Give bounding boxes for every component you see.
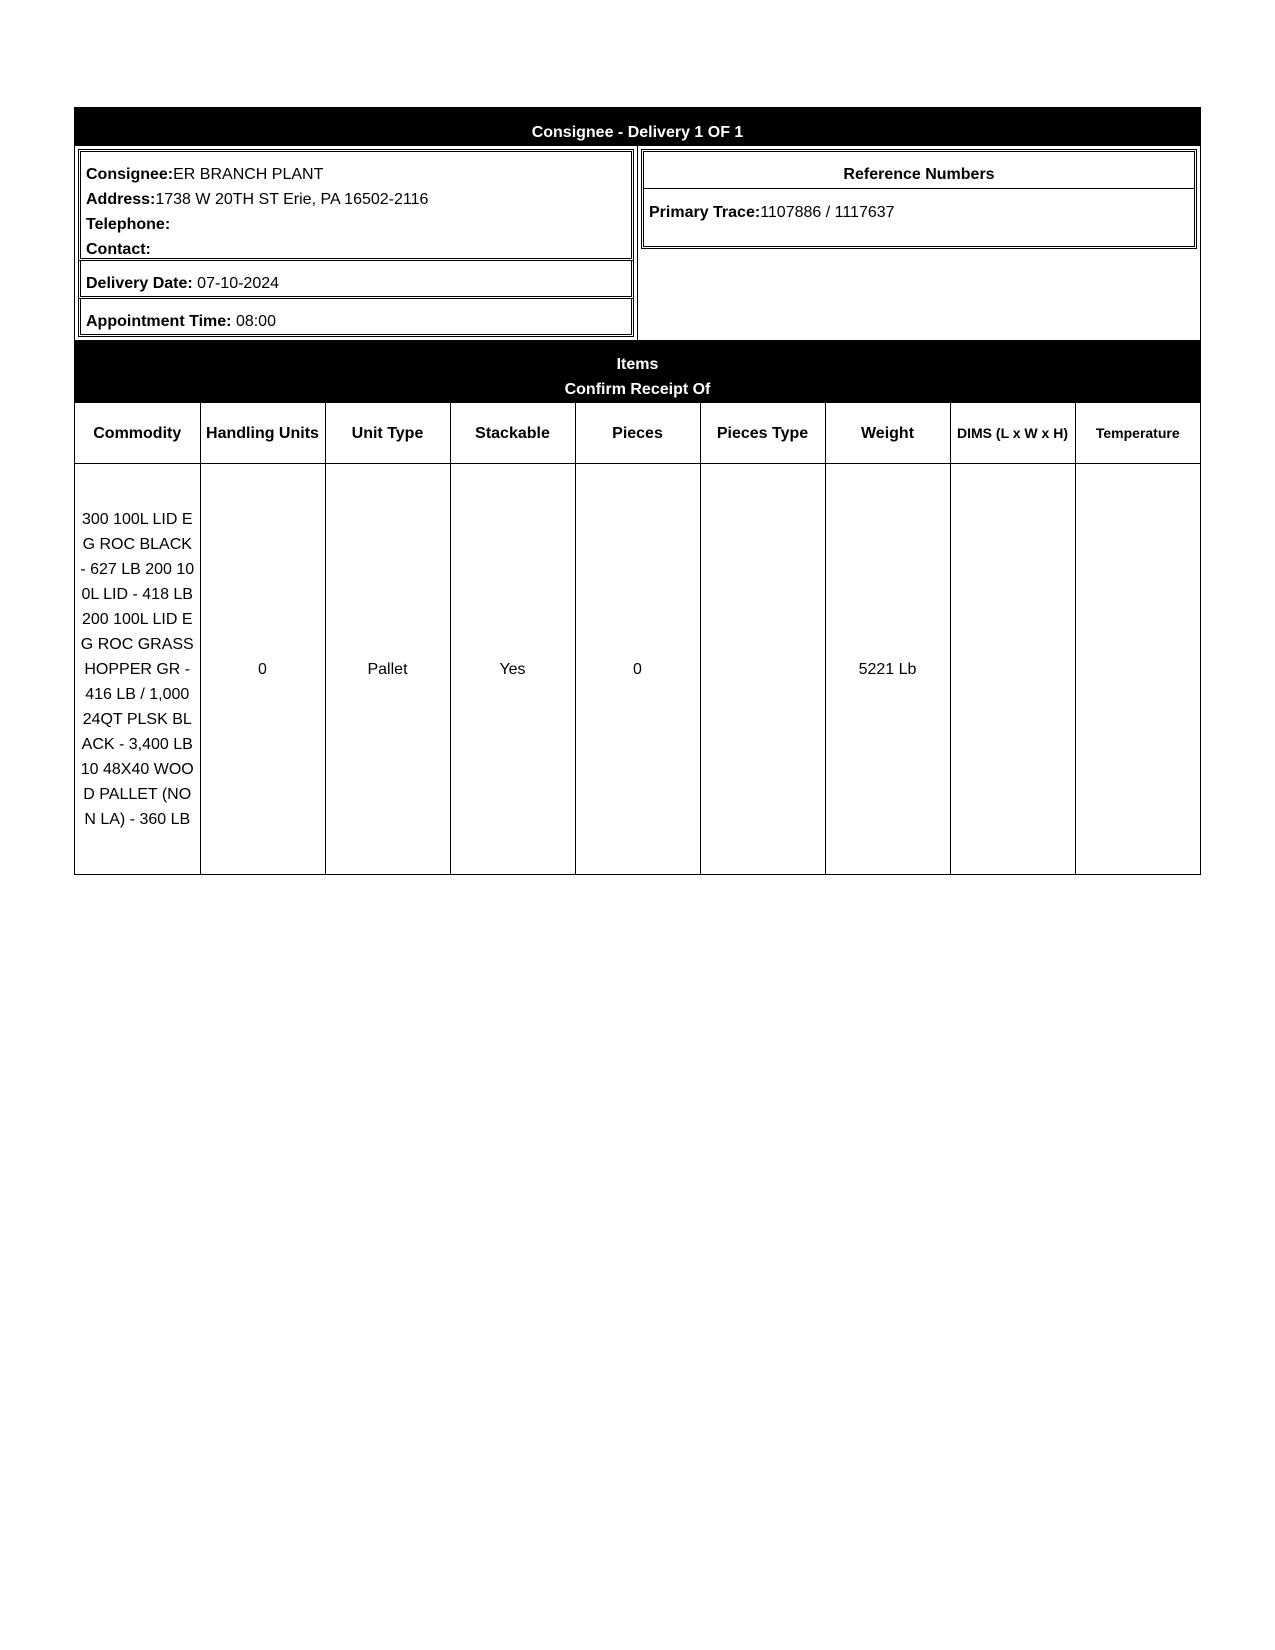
delivery-date-value: 07-10-2024 xyxy=(197,275,280,292)
consignee-label: Consignee: xyxy=(86,166,174,183)
appointment-time-box xyxy=(78,299,634,337)
items-title: Items xyxy=(616,356,659,373)
delivery-date-box xyxy=(78,261,634,299)
address-value: 1738 W 20TH ST Erie, PA 16502-2116 xyxy=(155,191,429,208)
column-header-handling-units: Handling Units xyxy=(200,403,325,464)
appointment-time-value: 08:00 xyxy=(235,313,276,330)
consignee-section xyxy=(75,146,1200,340)
reference-column xyxy=(638,146,1200,340)
primary-trace-label: Primary Trace: xyxy=(649,204,761,221)
column-header-commodity: Commodity xyxy=(75,403,200,464)
cell-temperature xyxy=(1075,464,1200,875)
consignee-value: ER BRANCH PLANT xyxy=(173,166,324,183)
consignee-line xyxy=(86,162,626,187)
telephone-label: Telephone: xyxy=(86,216,171,233)
cell-pieces: 0 xyxy=(575,464,700,875)
items-header-row xyxy=(75,403,1200,464)
delivery-date-label: Delivery Date: xyxy=(86,275,193,292)
column-header-weight: Weight xyxy=(825,403,950,464)
cell-pieces-type xyxy=(700,464,825,875)
consignee-info-box xyxy=(78,149,634,261)
consignee-delivery-header: Consignee - Delivery 1 OF 1 xyxy=(75,108,1200,146)
cell-weight: 5221 Lb xyxy=(825,464,950,875)
address-label: Address: xyxy=(86,191,156,208)
cell-handling-units: 0 xyxy=(200,464,325,875)
delivery-sheet xyxy=(74,107,1201,875)
items-table xyxy=(75,402,1200,874)
column-header-unit-type: Unit Type xyxy=(325,403,450,464)
reference-numbers-box xyxy=(641,149,1197,249)
cell-dims xyxy=(950,464,1075,875)
table-row xyxy=(75,464,1200,875)
column-header-pieces: Pieces xyxy=(575,403,700,464)
cell-commodity: 300 100L LID EG ROC BLACK - 627 LB 200 100L LID - 418 LB 200 100L LID EG ROC GRASSHOPPER GR - 416 LB / 1,000 24QT PLSK BLACK - 3,400 LB 10 48X40 WOOD PALLET (NON LA) - 360 LB xyxy=(75,464,200,875)
address-line xyxy=(86,187,626,212)
contact-label: Contact: xyxy=(86,241,151,258)
items-subtitle: Confirm Receipt Of xyxy=(564,381,711,398)
contact-line xyxy=(86,237,626,262)
column-header-temperature: Temperature xyxy=(1075,403,1200,464)
appointment-time-label: Appointment Time: xyxy=(86,313,232,330)
column-header-pieces-type: Pieces Type xyxy=(700,403,825,464)
primary-trace-value: 1107886 / 1117637 xyxy=(760,204,895,221)
primary-trace-line xyxy=(644,189,1194,224)
cell-unit-type: Pallet xyxy=(325,464,450,875)
column-header-dims: DIMS (L x W x H) xyxy=(950,403,1075,464)
consignee-column xyxy=(75,146,638,340)
cell-stackable: Yes xyxy=(450,464,575,875)
column-header-stackable: Stackable xyxy=(450,403,575,464)
reference-numbers-title: Reference Numbers xyxy=(644,152,1194,189)
items-header xyxy=(75,340,1200,402)
telephone-line xyxy=(86,212,626,237)
